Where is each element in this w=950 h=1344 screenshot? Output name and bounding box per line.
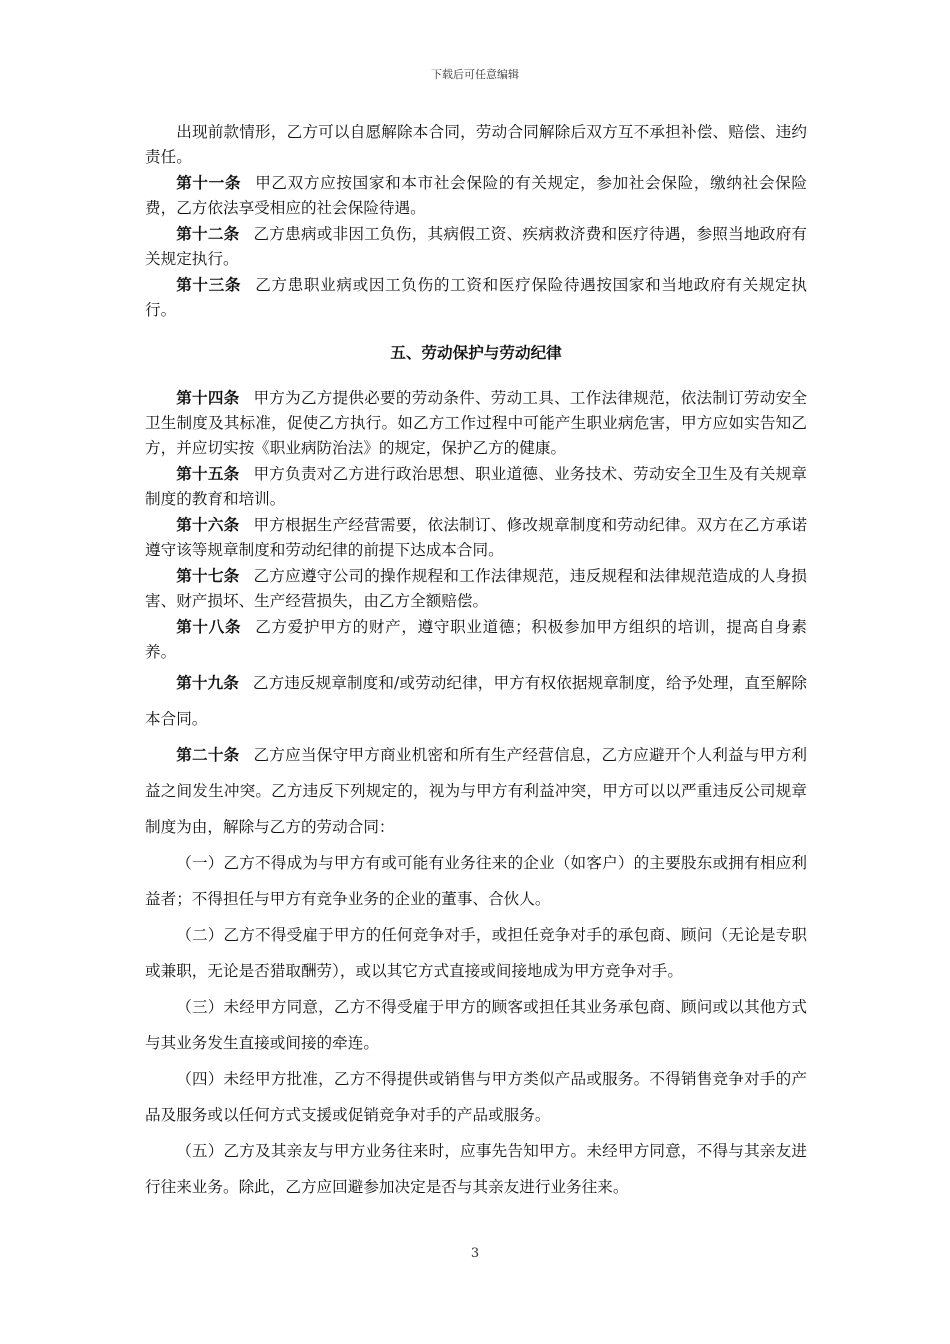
document-body xyxy=(145,120,807,1205)
article-label: 第十二条 xyxy=(176,224,240,243)
article-12 xyxy=(145,221,807,272)
article-text: 乙方违反规章制度和/或劳动纪律，甲方有权依据规章制度，给予处理，直至解除本合同。 xyxy=(145,674,807,728)
article-label: 第十三条 xyxy=(176,275,242,294)
article-17 xyxy=(145,563,807,614)
section-heading: 五、劳动保护与劳动纪律 xyxy=(390,343,562,362)
page-number: 3 xyxy=(470,1246,480,1261)
article-15 xyxy=(145,461,807,512)
page-header: 下载后可任意编辑 xyxy=(431,68,519,81)
article-11 xyxy=(145,170,807,221)
article-text: 乙方应遵守公司的操作规程和工作法律规范，违反规程和法律规范造成的人身损害、财产损坏、生产经营损失，由乙方全额赔偿。 xyxy=(145,567,807,610)
article-text: 乙方爱护甲方的财产，遵守职业道德；积极参加甲方组织的培训，提高自身素养。 xyxy=(145,618,807,661)
article-text: 乙方患职业病或因工负伤的工资和医疗保险待遇按国家和当地政府有关规定执行。 xyxy=(145,276,807,319)
list-item: （一）乙方不得成为与甲方有或可能有业务往来的企业（如客户）的主要股东或拥有相应利益者；不得担任与甲方有竞争业务的企业的董事、合伙人。 xyxy=(145,854,807,908)
intro-paragraph: 出现前款情形，乙方可以自愿解除本合同，劳动合同解除后双方互不承担补偿、赔偿、违约责任。 xyxy=(145,123,807,166)
article-20 xyxy=(145,737,807,845)
article-text: 乙方应当保守甲方商业机密和所有生产经营信息，乙方应避开个人利益与甲方利益之间发生冲突。乙方违反下列规定的，视为与甲方有利益冲突，甲方可以以严重违反公司规章制度为由，解除与乙方的劳动合同： xyxy=(145,746,807,836)
article-label: 第十八条 xyxy=(176,617,242,636)
list-item: （二）乙方不得受雇于甲方的任何竞争对手，或担任竞争对手的承包商、顾问（无论是专职或兼职，无论是否猎取酬劳），或以其它方式直接或间接地成为甲方竞争对手。 xyxy=(145,926,807,980)
article-19 xyxy=(145,665,807,737)
article-text: 甲方负责对乙方进行政治思想、职业道德、业务技术、劳动安全卫生及有关规章制度的教育和培训。 xyxy=(145,465,807,508)
article-label: 第十五条 xyxy=(176,464,240,483)
article-label: 第二十条 xyxy=(176,745,240,764)
article-text: 乙方患病或非因工负伤，其病假工资、疾病救济费和医疗待遇，参照当地政府有关规定执行。 xyxy=(145,225,807,268)
list-item: （四）未经甲方批准，乙方不得提供或销售与甲方类似产品或服务。不得销售竞争对手的产品及服务或以任何方式支援或促销竞争对手的产品或服务。 xyxy=(145,1070,807,1124)
article-18 xyxy=(145,614,807,665)
article-14 xyxy=(145,385,807,461)
article-label: 第十六条 xyxy=(176,515,240,534)
article-label: 第十四条 xyxy=(176,388,240,407)
article-text: 甲方为乙方提供必要的劳动条件、劳动工具、工作法律规范，依法制订劳动安全卫生制度及其标准，促使乙方执行。如乙方工作过程中可能产生职业病危害，甲方应如实告知乙方，并应切实按《职业病防治法》的规定，保护乙方的健康。 xyxy=(145,389,807,457)
article-label: 第十一条 xyxy=(176,173,242,192)
article-label: 第十九条 xyxy=(176,673,239,692)
article-text: 甲方根据生产经营需要，依法制订、修改规章制度和劳动纪律。双方在乙方承诺遵守该等规章制度和劳动纪律的前提下达成本合同。 xyxy=(145,516,807,559)
article-text: 甲乙双方应按国家和本市社会保险的有关规定，参加社会保险，缴纳社会保险费，乙方依法享受相应的社会保险待遇。 xyxy=(145,174,807,217)
list-item: （五）乙方及其亲友与甲方业务往来时，应事先告知甲方。未经甲方同意，不得与其亲友进行往来业务。除此，乙方应回避参加决定是否与其亲友进行业务往来。 xyxy=(145,1142,807,1196)
article-16 xyxy=(145,512,807,563)
article-label: 第十七条 xyxy=(176,566,240,585)
article-13 xyxy=(145,272,807,323)
list-item: （三）未经甲方同意，乙方不得受雇于甲方的顾客或担任其业务承包商、顾问或以其他方式与其业务发生直接或间接的牵连。 xyxy=(145,998,807,1052)
